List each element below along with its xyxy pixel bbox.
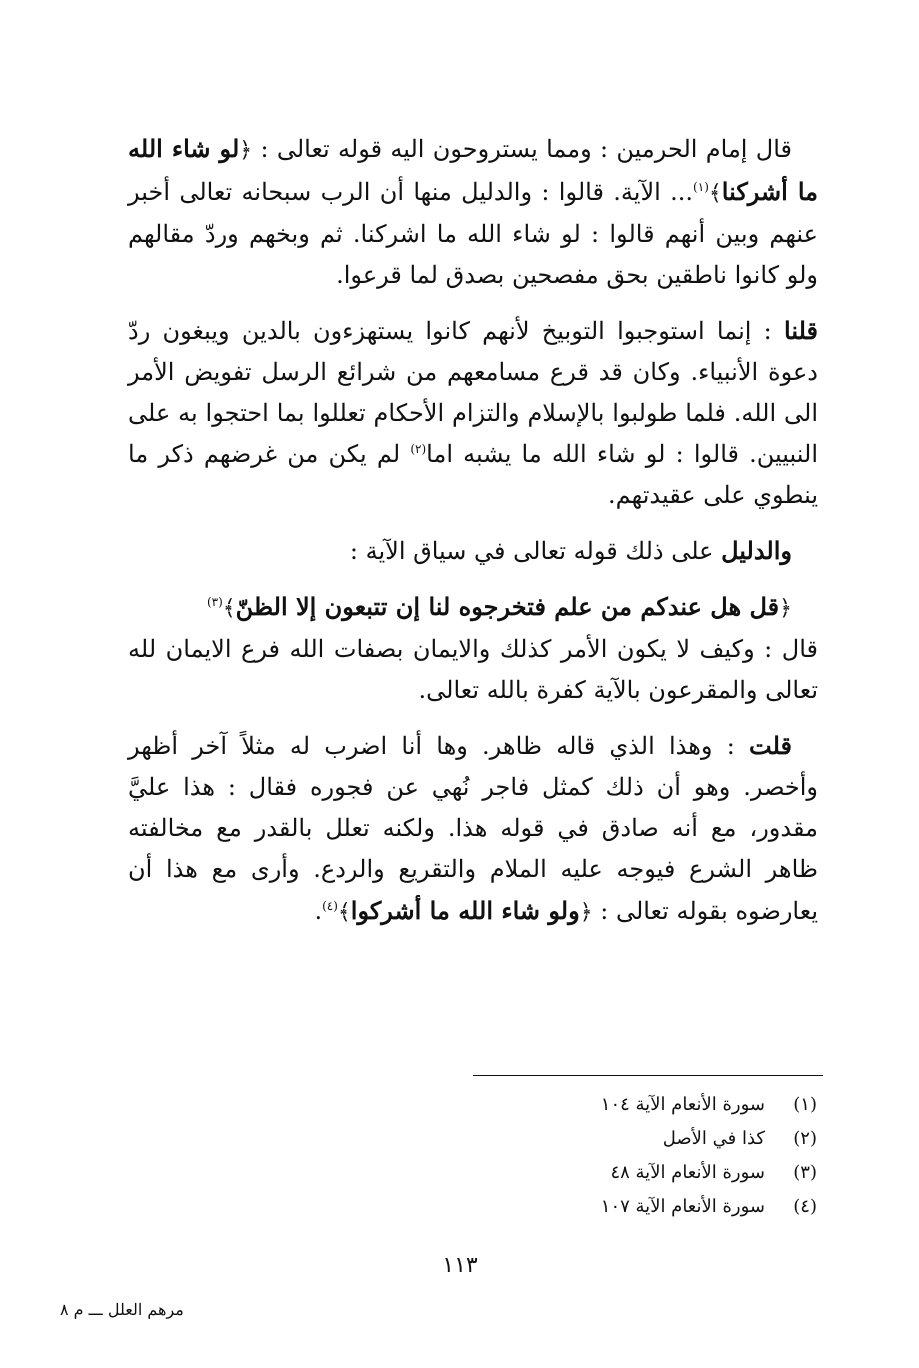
paragraph-5 [128,725,818,933]
p5-text: : وهذا الذي قاله ظاهر. وها أنا اضرب له مثلاً آخر أظهر وأخصر. وهو أن ذلك كمثل فاجر نُهي عن فجوره فقال : هذا عليَّ مقدور، مع أنه صادق في قوله هذا. ولكنه تعلل بالقدر مع مخالفته ظاهر الشرع فيوجه عليه الملام والتقريع والردع. وأرى مع هذا أن يعارضوه بقوله تعالى : [128,732,818,925]
footnote-text: سورة الأنعام الآية ٤٨ [610,1162,765,1183]
footnote-item [473,1122,823,1156]
footnote-item [473,1156,823,1190]
footnotes [473,1088,823,1224]
paragraph-1 [128,128,818,296]
footnote-item [473,1190,823,1224]
p2-lead: قلنا [784,316,818,345]
footnote-text: سورة الأنعام الآية ١٠٤ [600,1094,765,1115]
p5-lead: قلت [749,731,792,760]
quran-quote-1: لو شاء الله ما أشركنا [128,134,818,206]
p2-text: : إنما استوجبوا التوبيخ لأنهم كانوا يستهزءون بالدين ويبغون ردّ دعوة الأنبياء. وكان قد قرع مسامعهم من شرائع الرسل تفويض الأمر الى الله. فلما طولبوا بالإسلام والتزام الأحكام تعللوا بما احتجوا به على النبيين. قالوا : لو شاء الله ما يشبه اما [128,317,819,468]
p3-lead: والدليل [721,536,792,565]
p1-intro: قال إمام الحرمين : ومما يستروحون اليه قوله تعالى : [252,135,792,163]
footnote-text: سورة الأنعام الآية ١٠٧ [600,1196,765,1217]
paragraph-4 [128,586,818,711]
footnote-text: كذا في الأصل [662,1128,765,1149]
p5-end: . [314,897,323,925]
quran-bracket-close: ﴾ [222,596,236,621]
p1-rest: ... الآية. قالوا : والدليل منها أن الرب سبحانه تعالى أخبر عنهم وبين أنهم قالوا : لو شاء الله ما اشركنا. ثم وبخهم وردّ مقالهم ولو كانوا ناطقين بحق مفصحين بصدق لما قرعوا. [128,178,818,289]
quran-bracket-close: ﴾ [337,900,351,925]
footnote-ref-2: (٢) [410,442,427,456]
p2-text2: لم يكن من غرضهم ذكر ما ينطوي على عقيدتهم. [128,440,818,509]
quran-bracket-close: ﴾ [708,181,722,206]
quran-bracket-open: ﴿ [239,138,253,163]
signature-mark: مرهم العلل ـــ م ٨ [60,1300,184,1319]
quran-quote-3: ولو شاء الله ما أشركوا [350,896,580,925]
footnote-number: (٢) [793,1128,817,1149]
page-number: ١١٣ [442,1253,478,1278]
main-text [128,128,818,947]
quran-quote-2: قل هل عندكم من علم فتخرجوه لنا إن تتبعون إلا الظنّ [235,592,780,621]
footnote-ref-1: (١) [693,180,709,194]
footnote-divider [473,1075,823,1076]
footnote-number: (٣) [793,1162,817,1183]
footnote-ref-4: (٤) [322,899,338,913]
p3-text: على ذلك قوله تعالى في سياق الآية : [349,537,722,565]
paragraph-3 [128,530,818,572]
p4-text: قال : وكيف لا يكون الأمر كذلك والايمان بصفات الله فرع الايمان لله تعالى والمقرعون بالآية كفرة بالله تعالى. [128,635,818,704]
footnote-item [473,1088,823,1122]
quran-bracket-open: ﴿ [579,900,593,925]
footnote-number: (١) [793,1094,817,1115]
quran-bracket-open: ﴿ [779,596,792,621]
footnote-number: (٤) [793,1196,817,1217]
paragraph-2 [128,310,818,516]
footnote-ref-3: (٣) [206,595,223,609]
